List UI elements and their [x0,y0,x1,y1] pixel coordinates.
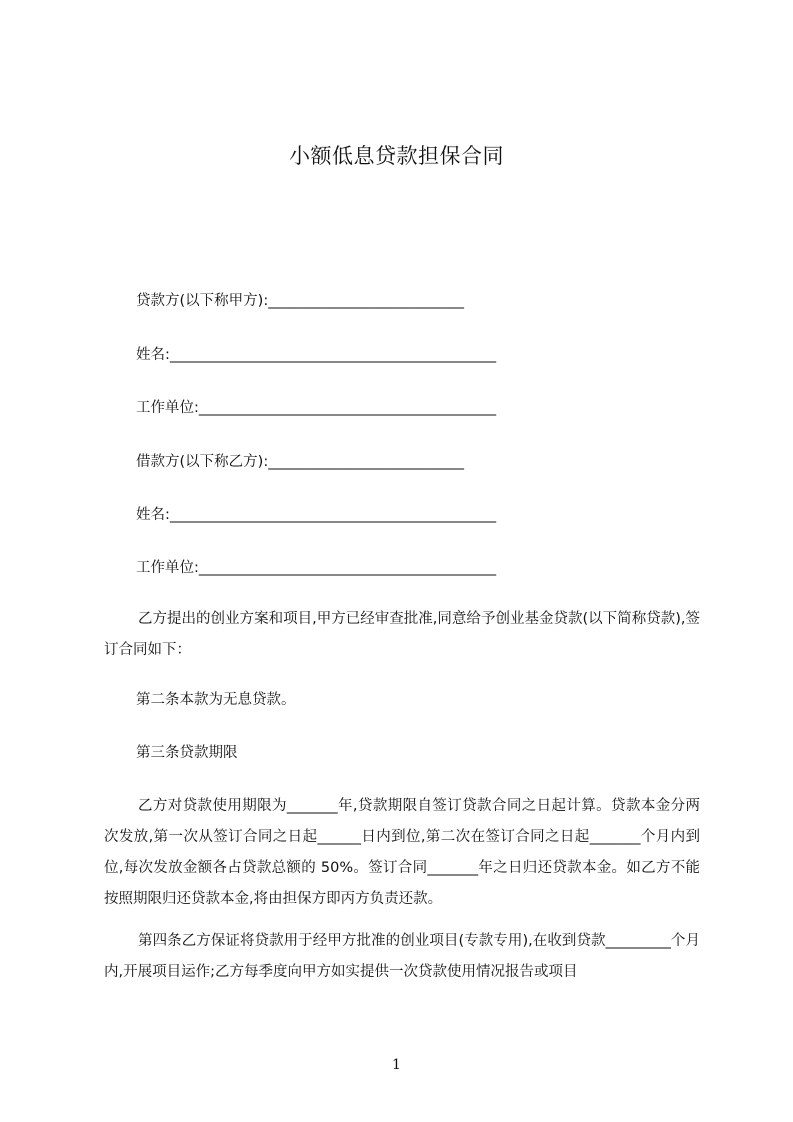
borrower-name-field: 姓名:_____________________________________________ [136,507,497,523]
intro-paragraph: 乙方提出的创业方案和项目,甲方已经审查批准,同意给予创业基金贷款(以下简称贷款),签订合同如下： [104,611,700,658]
lender-workplace-field: 工作单位:_________________________________________ [136,400,497,416]
lender-field: 贷款方(以下称甲方):___________________________ [136,293,464,309]
document-title: 小额低息贷款担保合同 [289,144,504,168]
article-3-heading: 第三条贷款期限 [136,745,238,761]
article-3-paragraph: 乙方对贷款使用期限为_______年,贷款期限自签订贷款合同之日起计算。贷款本金分两次发放,第一次从签订合同之日起______日内到位,第二次在签订合同之日起_______个月内到位,每次发放金额各占贷款总额的 50%。签订合同_______年之日归还贷款本金。如乙方不能按照期限归还贷款本金,将由担保方即丙方负责还款。 [104,798,700,907]
borrower-workplace-field: 工作单位:_________________________________________ [136,560,497,576]
lender-name-field: 姓名:_____________________________________________ [136,347,497,363]
article-4-paragraph: 第四条乙方保证将贷款用于经甲方批准的创业项目(专款专用),在收到贷款_________个月内,开展项目运作;乙方每季度向甲方如实提供一次贷款使用情况报告或项目 [104,933,700,980]
borrower-field: 借款方(以下称乙方):___________________________ [136,454,464,470]
page-number: 1 [392,1057,401,1073]
article-2: 第二条本款为无息贷款。 [136,692,296,708]
